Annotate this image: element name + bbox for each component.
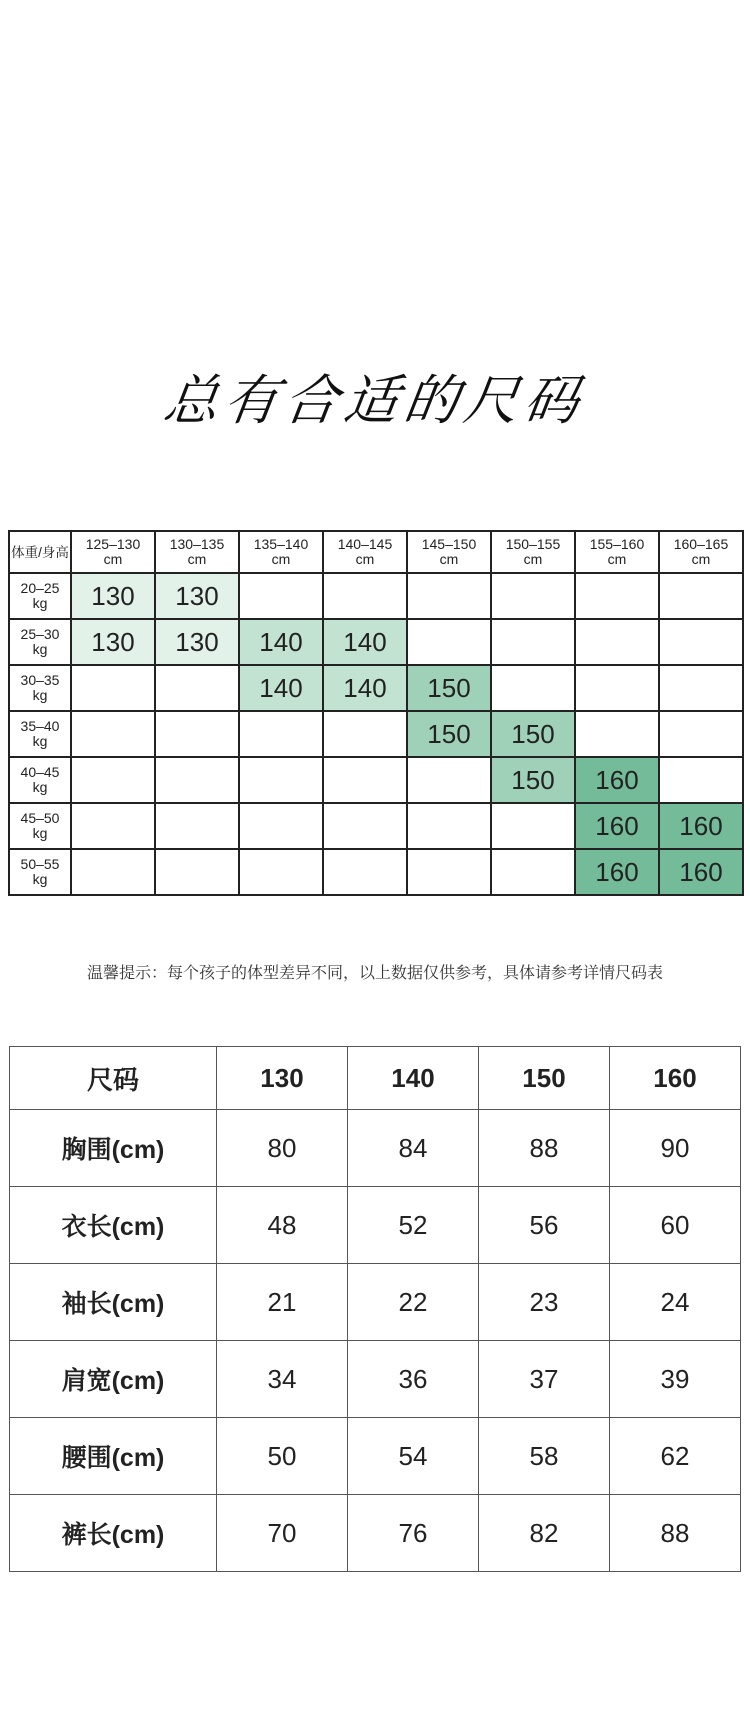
measurement-row [10,1110,741,1187]
size-column-header: 160 [610,1047,741,1110]
size-cell: 160 [659,803,743,849]
measurement-value: 37 [479,1341,610,1418]
height-header-row [9,531,743,573]
measurement-value: 82 [479,1495,610,1572]
height-header-cell [575,531,659,573]
size-cell [407,573,491,619]
height-unit: cm [439,551,459,567]
size-cell [323,803,407,849]
corner-label: 体重/身高 [9,531,71,573]
height-range: 140–145 [337,536,393,552]
height-header-cell [407,531,491,573]
measurement-value: 54 [348,1418,479,1495]
size-cell [659,711,743,757]
height-unit: cm [523,551,543,567]
height-range: 150–155 [505,536,561,552]
size-cell [575,573,659,619]
size-cell [323,849,407,895]
size-cell [407,619,491,665]
size-cell [71,757,155,803]
size-cell [407,757,491,803]
size-cell [71,849,155,895]
size-tip: 温馨提示：每个孩子的体型差异不同，以上数据仅供参考，具体请参考详情尺码表 [86,965,663,982]
weight-row [9,803,743,849]
measurement-label: 袖长(cm) [10,1264,217,1341]
size-cell [659,757,743,803]
weight-unit: kg [32,825,48,841]
size-cell: 160 [575,803,659,849]
size-cell [575,665,659,711]
size-cell [575,711,659,757]
height-range: 135–140 [253,536,309,552]
size-cell: 160 [659,849,743,895]
weight-label [9,849,71,895]
size-cell [491,803,575,849]
size-cell [155,711,239,757]
weight-range: 20–25 [20,580,60,596]
measurement-header-row [10,1047,741,1110]
size-cell [575,619,659,665]
measurement-value: 34 [217,1341,348,1418]
size-cell [407,849,491,895]
measurement-row [10,1341,741,1418]
measurement-value: 88 [479,1110,610,1187]
size-cell: 130 [71,573,155,619]
size-cell [155,803,239,849]
size-cell: 150 [491,711,575,757]
weight-unit: kg [32,687,48,703]
measurement-label: 腰围(cm) [10,1418,217,1495]
height-header-cell [239,531,323,573]
weight-row [9,711,743,757]
size-cell [239,849,323,895]
size-cell: 130 [155,573,239,619]
weight-row [9,665,743,711]
measurement-value: 60 [610,1187,741,1264]
weight-row [9,619,743,665]
measurement-value: 50 [217,1418,348,1495]
height-header-cell [491,531,575,573]
measurement-value: 56 [479,1187,610,1264]
height-header-cell [155,531,239,573]
size-column-header: 150 [479,1047,610,1110]
weight-range: 40–45 [20,764,60,780]
height-range: 125–130 [85,536,141,552]
measurement-value: 36 [348,1341,479,1418]
weight-unit: kg [32,641,48,657]
weight-label [9,711,71,757]
measurement-label: 肩宽(cm) [10,1341,217,1418]
measurement-value: 21 [217,1264,348,1341]
weight-unit: kg [32,595,48,611]
height-header-cell [71,531,155,573]
height-range: 160–165 [673,536,729,552]
measurement-value: 88 [610,1495,741,1572]
size-cell [407,803,491,849]
weight-unit: kg [32,779,48,795]
height-unit: cm [187,551,207,567]
size-cell [71,665,155,711]
measurement-value: 70 [217,1495,348,1572]
measurement-value: 52 [348,1187,479,1264]
weight-range: 25–30 [20,626,60,642]
page-title: 总有合适的尺码 [160,369,589,432]
size-cell: 140 [239,619,323,665]
height-unit: cm [103,551,123,567]
measurement-value: 62 [610,1418,741,1495]
weight-label [9,619,71,665]
measurement-value: 23 [479,1264,610,1341]
size-recommendation-table [8,530,744,896]
weight-label [9,573,71,619]
size-cell: 160 [575,757,659,803]
size-cell: 150 [407,665,491,711]
weight-unit: kg [32,871,48,887]
size-cell [155,849,239,895]
size-cell [239,757,323,803]
size-cell: 150 [407,711,491,757]
weight-label [9,757,71,803]
measurement-value: 90 [610,1110,741,1187]
size-column-header: 130 [217,1047,348,1110]
size-cell: 140 [239,665,323,711]
measurement-value: 24 [610,1264,741,1341]
size-cell: 140 [323,665,407,711]
measurement-row [10,1187,741,1264]
weight-range: 35–40 [20,718,60,734]
measurement-value: 76 [348,1495,479,1572]
measurement-label: 胸围(cm) [10,1110,217,1187]
measurement-label: 裤长(cm) [10,1495,217,1572]
size-cell: 160 [575,849,659,895]
height-header-cell [659,531,743,573]
measurement-row [10,1418,741,1495]
weight-unit: kg [32,733,48,749]
size-cell [491,619,575,665]
measurement-label: 衣长(cm) [10,1187,217,1264]
size-cell [491,665,575,711]
weight-range: 50–55 [20,856,60,872]
size-cell [71,711,155,757]
size-cell [491,849,575,895]
size-column-header: 140 [348,1047,479,1110]
measurement-value: 80 [217,1110,348,1187]
measurement-value: 48 [217,1187,348,1264]
size-cell [323,573,407,619]
height-range: 130–135 [169,536,225,552]
size-cell [71,803,155,849]
measurement-row [10,1264,741,1341]
weight-label [9,803,71,849]
height-unit: cm [355,551,375,567]
size-cell [239,573,323,619]
size-cell [323,757,407,803]
size-cell [155,757,239,803]
size-cell: 140 [323,619,407,665]
height-header-cell [323,531,407,573]
size-cell [659,619,743,665]
height-unit: cm [691,551,711,567]
weight-range: 30–35 [20,672,60,688]
weight-row [9,573,743,619]
measurement-value: 84 [348,1110,479,1187]
weight-row [9,757,743,803]
size-cell [239,803,323,849]
size-cell: 150 [491,757,575,803]
measurement-value: 39 [610,1341,741,1418]
weight-range: 45–50 [20,810,60,826]
height-unit: cm [607,551,627,567]
size-cell [155,665,239,711]
size-cell [491,573,575,619]
size-cell [323,711,407,757]
weight-label [9,665,71,711]
size-cell [659,573,743,619]
height-range: 155–160 [589,536,645,552]
measurement-row [10,1495,741,1572]
height-unit: cm [271,551,291,567]
measurement-value: 58 [479,1418,610,1495]
size-cell: 130 [71,619,155,665]
size-cell [239,711,323,757]
size-cell: 130 [155,619,239,665]
weight-row [9,849,743,895]
measurement-table [9,1046,741,1572]
size-label-header: 尺码 [10,1047,217,1110]
height-range: 145–150 [421,536,477,552]
measurement-value: 22 [348,1264,479,1341]
size-cell [659,665,743,711]
